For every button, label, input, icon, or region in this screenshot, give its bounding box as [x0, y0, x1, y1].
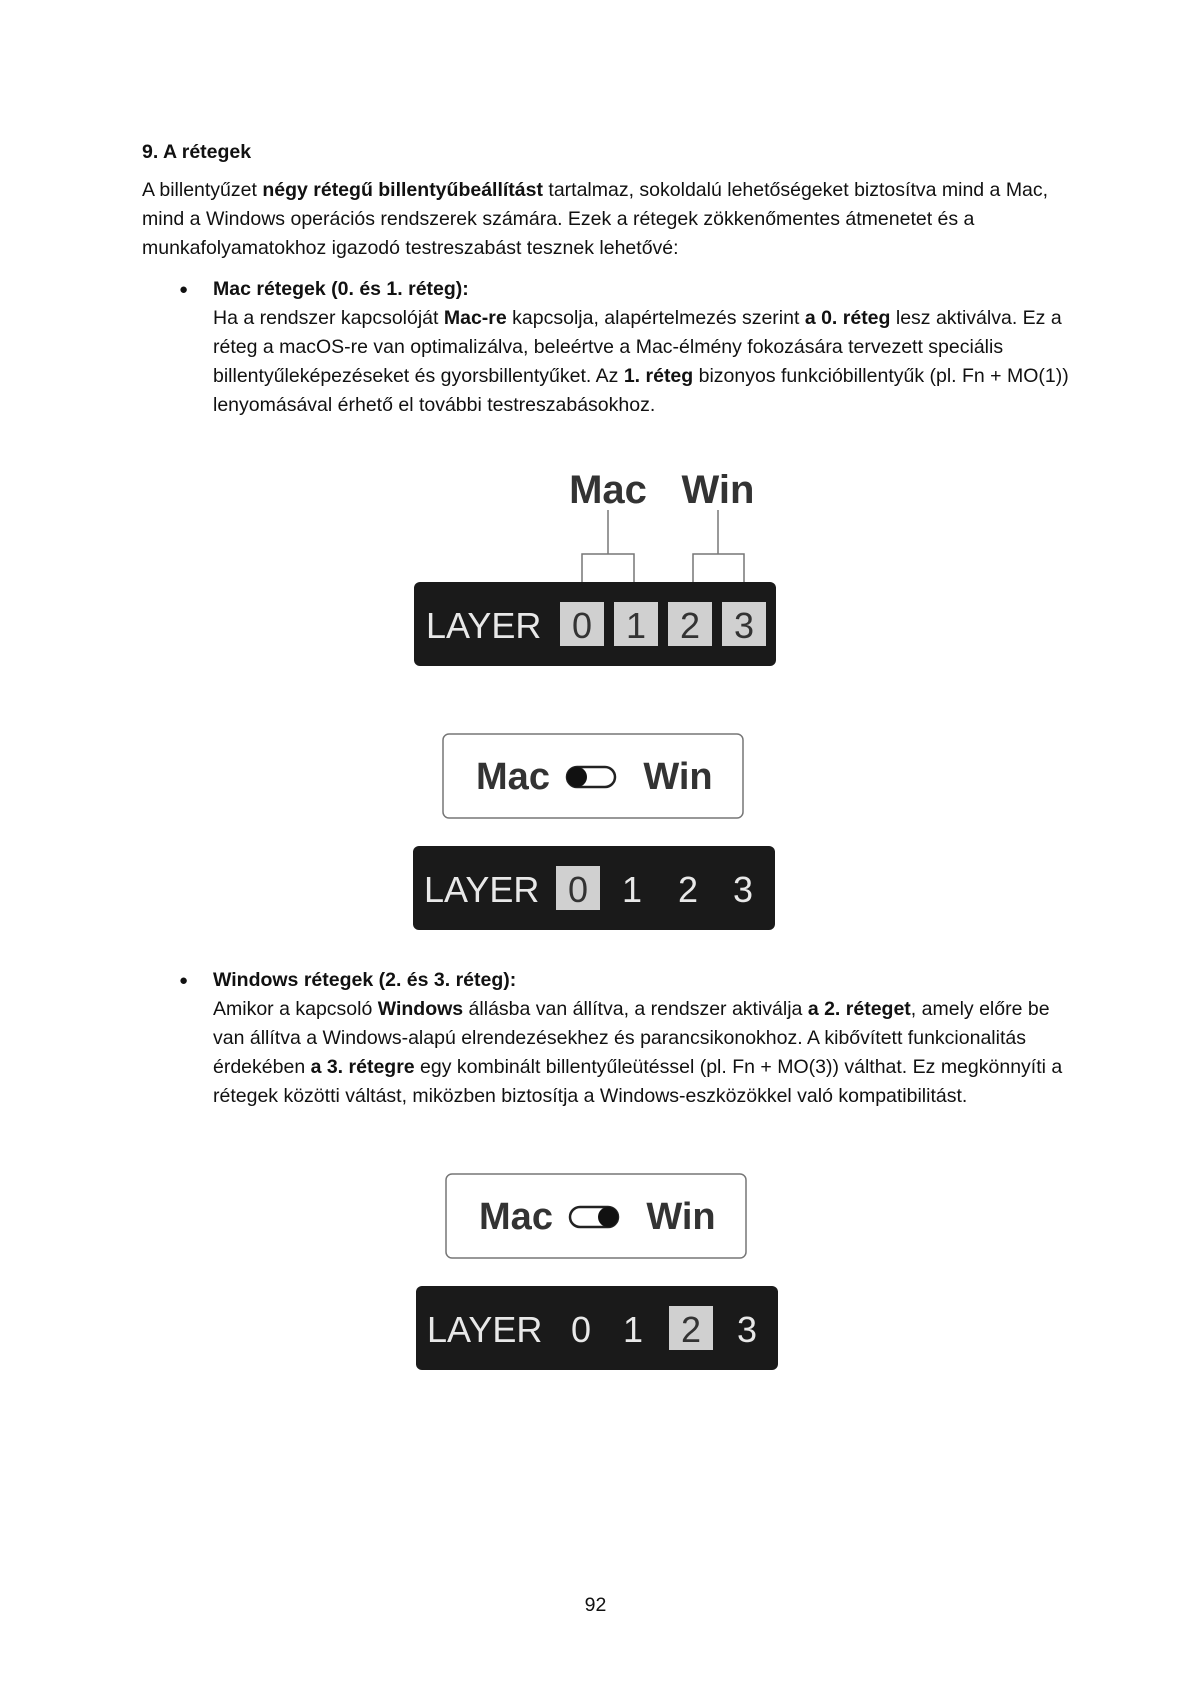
win-bold-2: a 2. réteget: [807, 998, 911, 1020]
bullet-icon: ●: [179, 281, 189, 298]
switch-mac-label: Mac: [476, 756, 550, 798]
switch-win-label: Win: [646, 1196, 716, 1238]
mac-bold-3: 1. réteg: [623, 365, 694, 387]
win-text-1: Amikor a kapcsoló: [213, 998, 378, 1020]
toggle-knob-right: [598, 1207, 618, 1227]
layer-0-digit: 0: [570, 1309, 592, 1350]
layer-label: LAYER: [426, 605, 542, 646]
toggle-knob-left: [567, 767, 587, 787]
mac-item-body: [213, 304, 1073, 420]
layer-3-digit: 3: [736, 1309, 758, 1350]
layer-0-digit: 0: [567, 869, 589, 910]
intro-text-1: A billentyűzet: [142, 179, 263, 201]
switch-mac-label: Mac: [479, 1196, 553, 1238]
win-item-body: [213, 995, 1073, 1111]
mac-mode-diagram: [410, 732, 790, 932]
layer-2-digit: 2: [680, 1309, 702, 1350]
layer-0-digit: 0: [571, 605, 593, 646]
diagram-win-label: Win: [681, 468, 755, 512]
win-text-3: , amely előre be van állítva a Windows-alapú elrendezésekhez és parancsikonokhoz. A kibővített funkcionalitás érdekében: [213, 998, 1050, 1078]
layer-1-digit: 1: [625, 605, 647, 646]
layer-label: LAYER: [424, 869, 540, 910]
mac-bold-1: Mac-re: [443, 307, 507, 329]
intro-paragraph: [142, 176, 1072, 263]
layer-2-digit: 2: [679, 605, 701, 646]
win-text-4: egy kombinált billentyűleütéssel (pl. Fn + MO(3)) válthat. Ez megkönnyíti a rétegek közötti váltást, miközben biztosítja a Windows-eszközökkel való kompatibilitást.: [213, 1056, 1063, 1107]
layer-3-digit: 3: [732, 869, 754, 910]
page-number: 92: [584, 1594, 607, 1616]
switch-win-label: Win: [643, 756, 713, 798]
layer-1-digit: 1: [621, 869, 643, 910]
intro-text-2: tartalmaz, sokoldalú lehetőségeket biztosítva mind a Mac, mind a Windows operációs rendszerek számára. Ezek a rétegek zökkenőmentes átmenetet és a munkafolyamatokhoz igazodó testreszabást tesznek lehetővé:: [142, 179, 1049, 259]
layer-label: LAYER: [427, 1309, 543, 1350]
layer-3-digit: 3: [733, 605, 755, 646]
win-bold-1: Windows: [377, 998, 464, 1020]
layer-1-digit: 1: [622, 1309, 644, 1350]
layer-mapping-diagram: [410, 458, 790, 668]
win-item-title: Windows rétegek (2. és 3. réteg):: [213, 969, 517, 991]
section-title: 9. A rétegek: [142, 141, 252, 163]
intro-bold-1: négy rétegű billentyűbeállítást: [262, 179, 543, 201]
layer-2-digit: 2: [677, 869, 699, 910]
bullet-icon: ●: [179, 972, 189, 989]
mac-bold-2: a 0. réteg: [804, 307, 891, 329]
mac-text-1: Ha a rendszer kapcsolóját: [213, 307, 444, 329]
win-bold-3: a 3. rétegre: [310, 1056, 415, 1078]
diagram-mac-label: Mac: [569, 468, 647, 512]
mac-text-3: lesz aktiválva. Ez a réteg a macOS-re van optimalizálva, beleértve a Mac-élmény fokozására tervezett speciális billentyűleképezéseket és gyorsbillentyűket. Az: [213, 307, 1062, 387]
mac-text-4: bizonyos funkcióbillentyűk (pl. Fn + MO(1)) lenyomásával érhető el további testreszabásokhoz.: [213, 365, 1069, 416]
windows-layers-item: [213, 966, 1073, 1111]
mac-layers-item: [213, 275, 1073, 420]
win-text-2: állásba van állítva, a rendszer aktiválja: [463, 998, 808, 1020]
mac-text-2: kapcsolja, alapértelmezés szerint: [506, 307, 805, 329]
mac-item-title: Mac rétegek (0. és 1. réteg):: [213, 278, 469, 300]
win-mode-diagram: [413, 1172, 793, 1372]
